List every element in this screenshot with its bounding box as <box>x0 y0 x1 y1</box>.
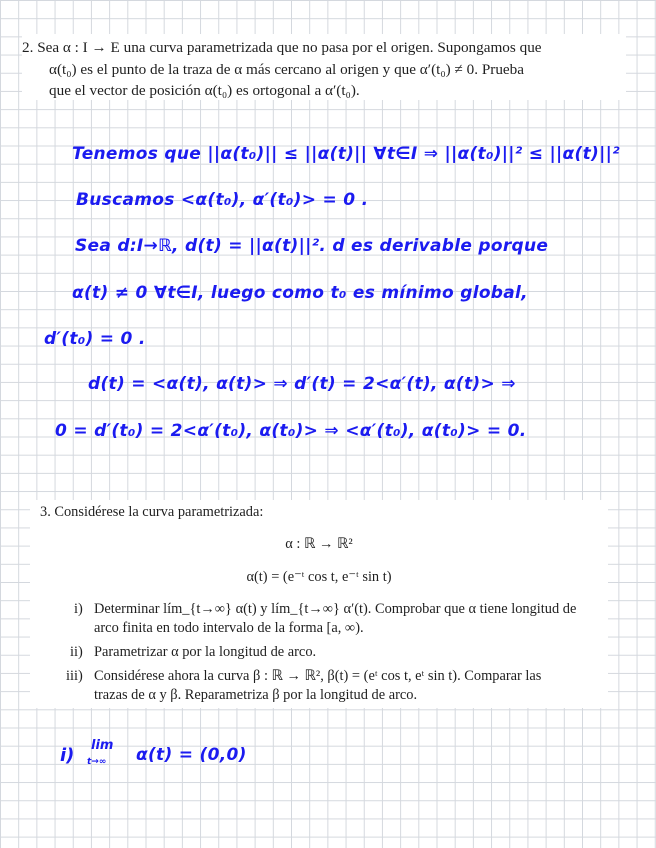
item-ii-line-1: Parametrizar α por la longitud de arco. <box>94 644 317 660</box>
item-iii-line-1: Considérese ahora la curva β : ℝ → ℝ², β(t) = (eᵗ cos t, eᵗ sin t). Comparar las <box>94 668 542 684</box>
handwritten-line-2: Buscamos <α(t₀), α′(t₀)> = 0 . <box>76 190 369 210</box>
item-i-line-2: arco finita en todo intervalo de la forma [a, ∞). <box>94 620 364 636</box>
answer-lim-subscript: t→∞ <box>87 757 107 767</box>
equation-alpha-definition: α(t) = (e⁻ᵗ cos t, e⁻ᵗ sin t) <box>246 569 392 585</box>
item-i-line-1: Determinar lím_{t→∞} α(t) y lím_{t→∞} α′(t). Comprobar que α tiene longitud de <box>94 601 577 617</box>
handwritten-line-6: d(t) = <α(t), α(t)> ⇒ d′(t) = 2<α′(t), α(t)> ⇒ <box>88 374 516 394</box>
answer-marker: i) <box>60 745 75 766</box>
handwritten-line-7: 0 = d′(t₀) = 2<α′(t₀), α(t₀)> ⇒ <α′(t₀), α(t₀)> = 0. <box>55 421 527 441</box>
handwritten-line-5: d′(t₀) = 0 . <box>44 329 146 349</box>
problem-2-line-2: α(t₀) es el punto de la traza de α más cercano al origen y que α′(t₀) ≠ 0. Prueba <box>49 61 524 78</box>
problem-3-intro: 3. Considérese la curva parametrizada: <box>40 504 264 520</box>
answer-expression: α(t) = (0,0) <box>136 745 247 765</box>
answer-lim-word: lim <box>91 738 114 753</box>
handwritten-line-4: α(t) ≠ 0 ∀t∈I, luego como t₀ es mínimo global, <box>72 283 528 303</box>
handwritten-line-1: Tenemos que ||α(t₀)|| ≤ ||α(t)|| ∀t∈I ⇒ ||α(t₀)||² ≤ ||α(t)||² <box>72 144 620 164</box>
problem-3-statement <box>30 500 608 708</box>
problem-2-line-1 <box>22 37 542 59</box>
item-iii-line-2: trazas de α y β. Reparametriza β por la longitud de arco. <box>94 687 418 703</box>
problem-2-statement <box>22 34 626 100</box>
handwritten-line-3: Sea d:I→ℝ, d(t) = ||α(t)||². d es derivable porque <box>75 236 549 256</box>
problem-2-number: 2. <box>22 39 34 56</box>
problem-2-text-1: Sea α : I → E una curva parametrizada que no pasa por el origen. Supongamos que <box>37 39 542 56</box>
item-ii-marker: ii) <box>70 644 83 660</box>
equation-alpha-domain: α : ℝ → ℝ² <box>285 536 353 552</box>
item-iii-marker: iii) <box>66 668 83 684</box>
problem-2-line-3: que el vector de posición α(t₀) es ortogonal a α′(t₀). <box>49 82 360 99</box>
item-i-marker: i) <box>74 601 83 617</box>
